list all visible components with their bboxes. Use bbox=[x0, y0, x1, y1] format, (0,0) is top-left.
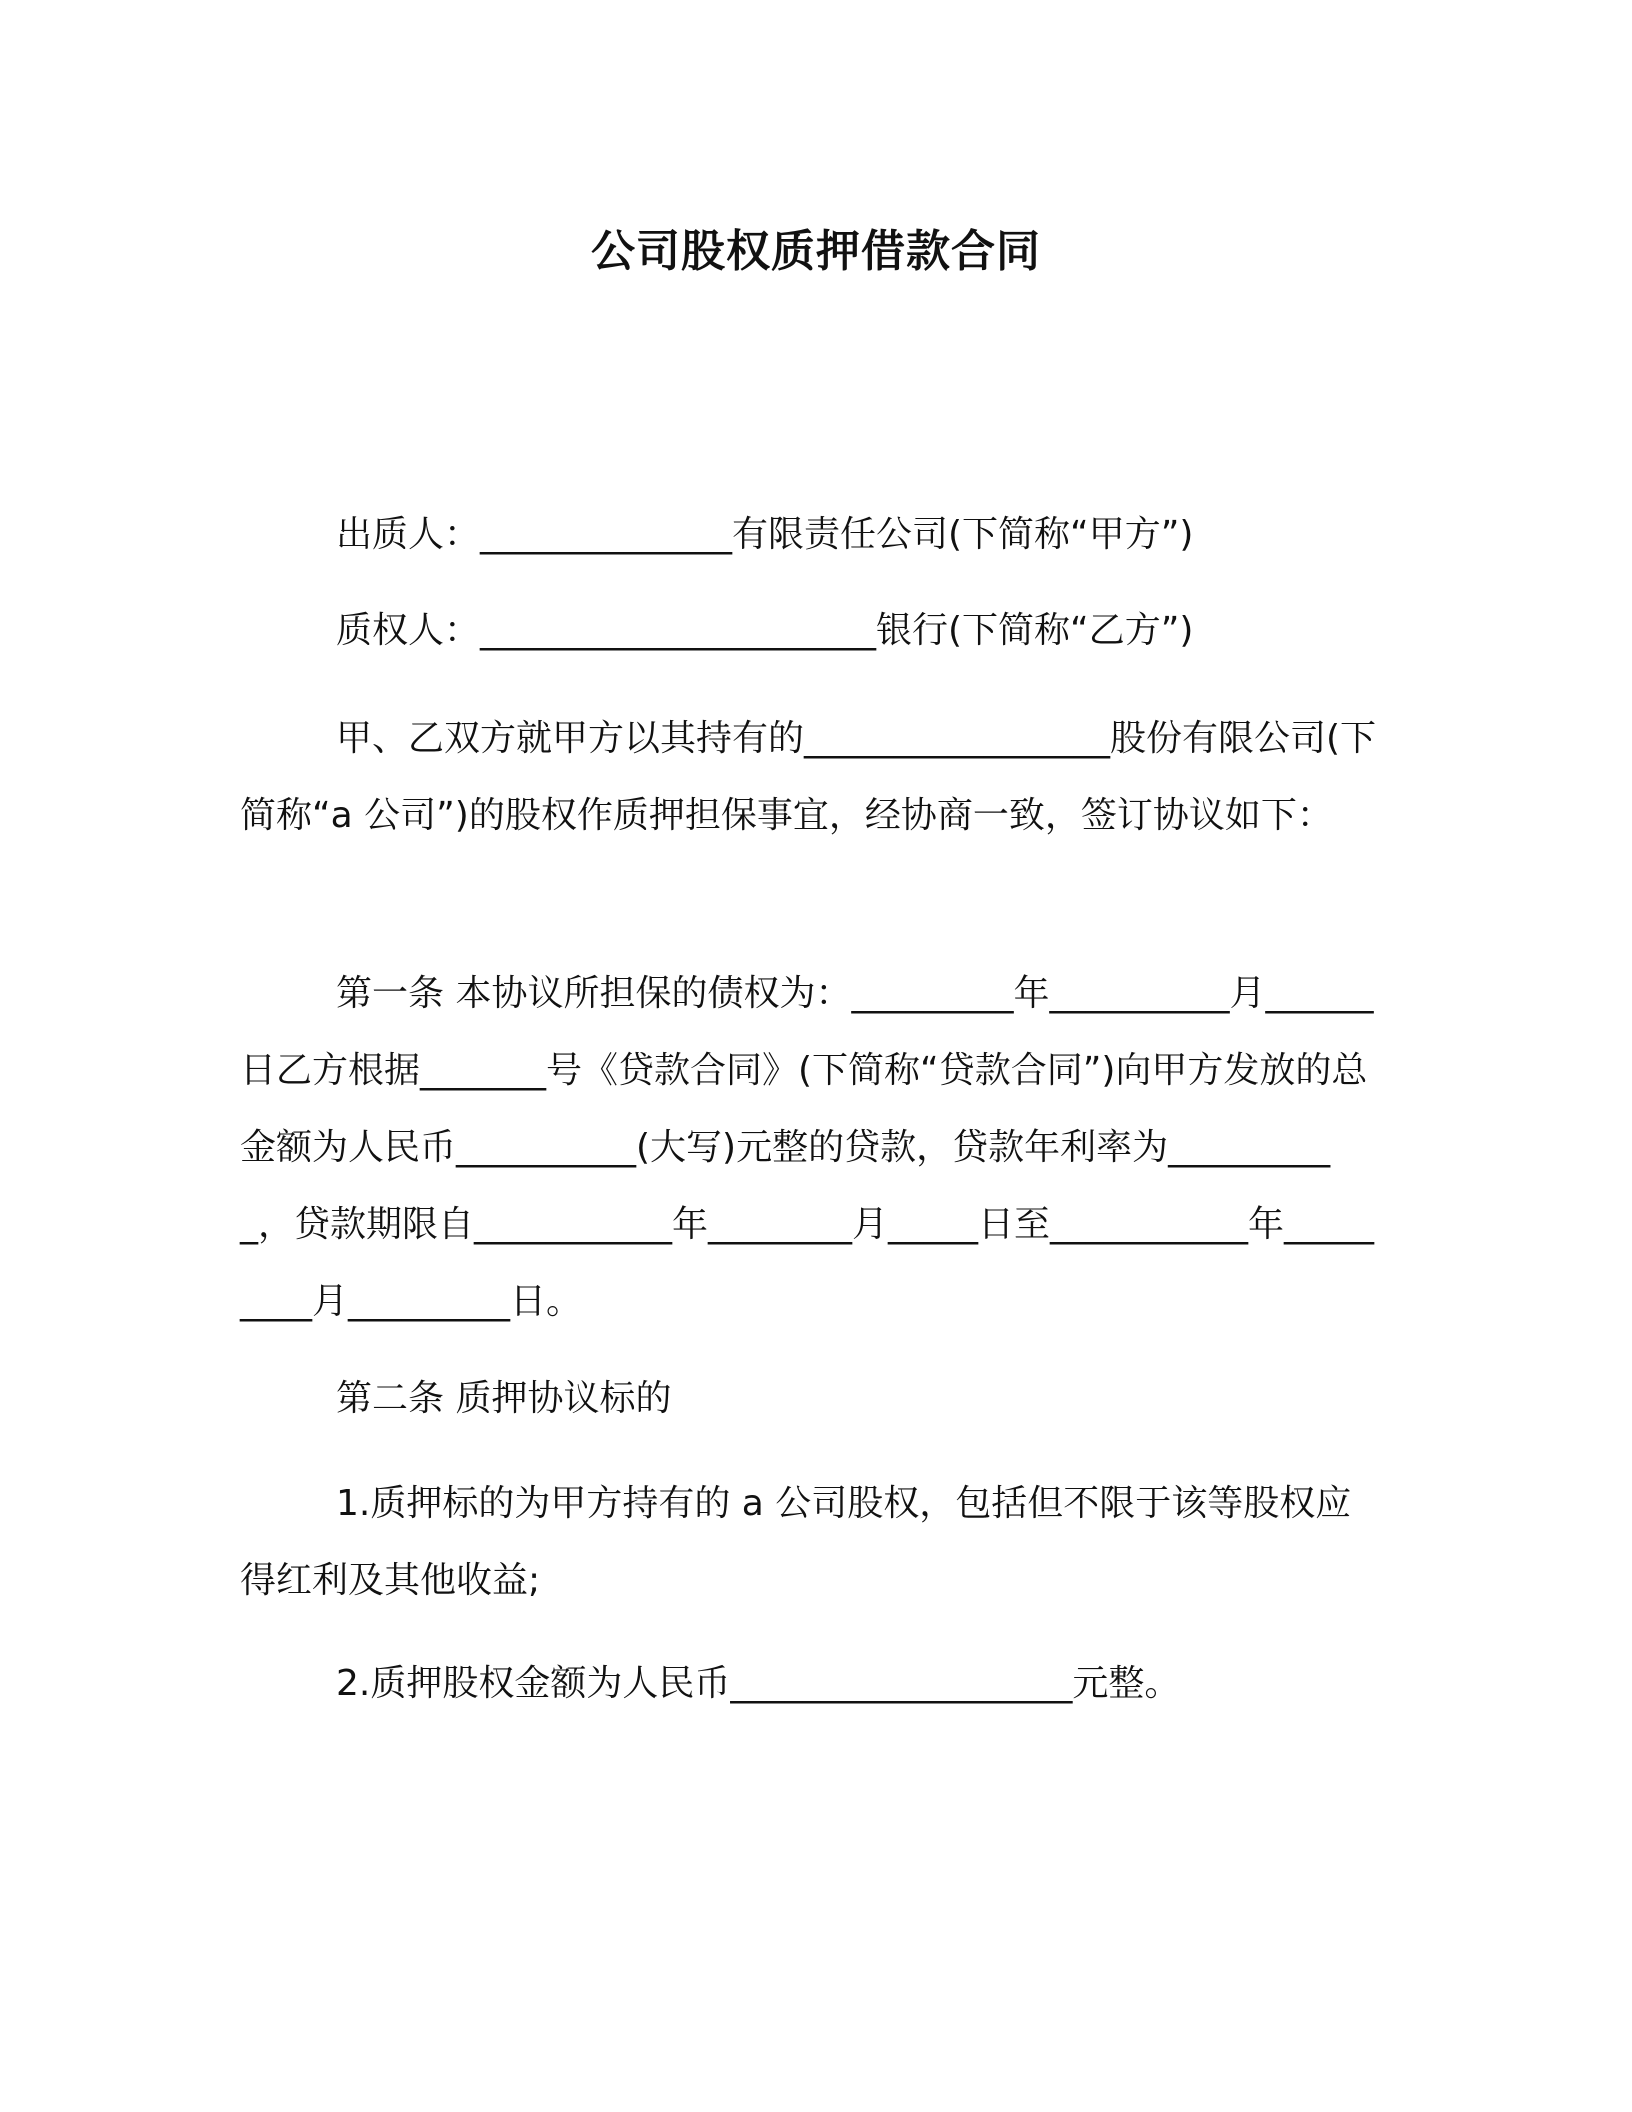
preamble-paragraph: 甲、乙双方就甲方以其持有的_________________股份有限公司(下简称“a 公司”)的股权作质押担保事宜，经协商一致，签订协议如下： bbox=[240, 718, 1377, 836]
article-2-item-2: 2.质押股权金额为人民币___________________元整。 bbox=[336, 1663, 1181, 1704]
article-2-heading: 第二条 质押协议标的 bbox=[336, 1378, 672, 1419]
pledgor-line: 出质人：______________有限责任公司(下简称“甲方”) bbox=[336, 514, 1194, 555]
pledgee-line: 质权人：______________________银行(下简称“乙方”) bbox=[336, 610, 1194, 651]
article-1-paragraph: 第一条 本协议所担保的债权为：_________年__________月______日乙方根据_______号《贷款合同》(下简称“贷款合同”)向甲方发放的总金额为人民币__________(大写)元整的贷款，贷款年利率为__________，贷款期限自___________年________月_____日至___________年_________月_________日。 bbox=[240, 973, 1375, 1322]
article-2-item-1: 1.质押标的为甲方持有的 a 公司股权，包括但不限于该等股权应得红利及其他收益; bbox=[240, 1483, 1352, 1601]
document-title: 公司股权质押借款合同 bbox=[591, 226, 1041, 277]
